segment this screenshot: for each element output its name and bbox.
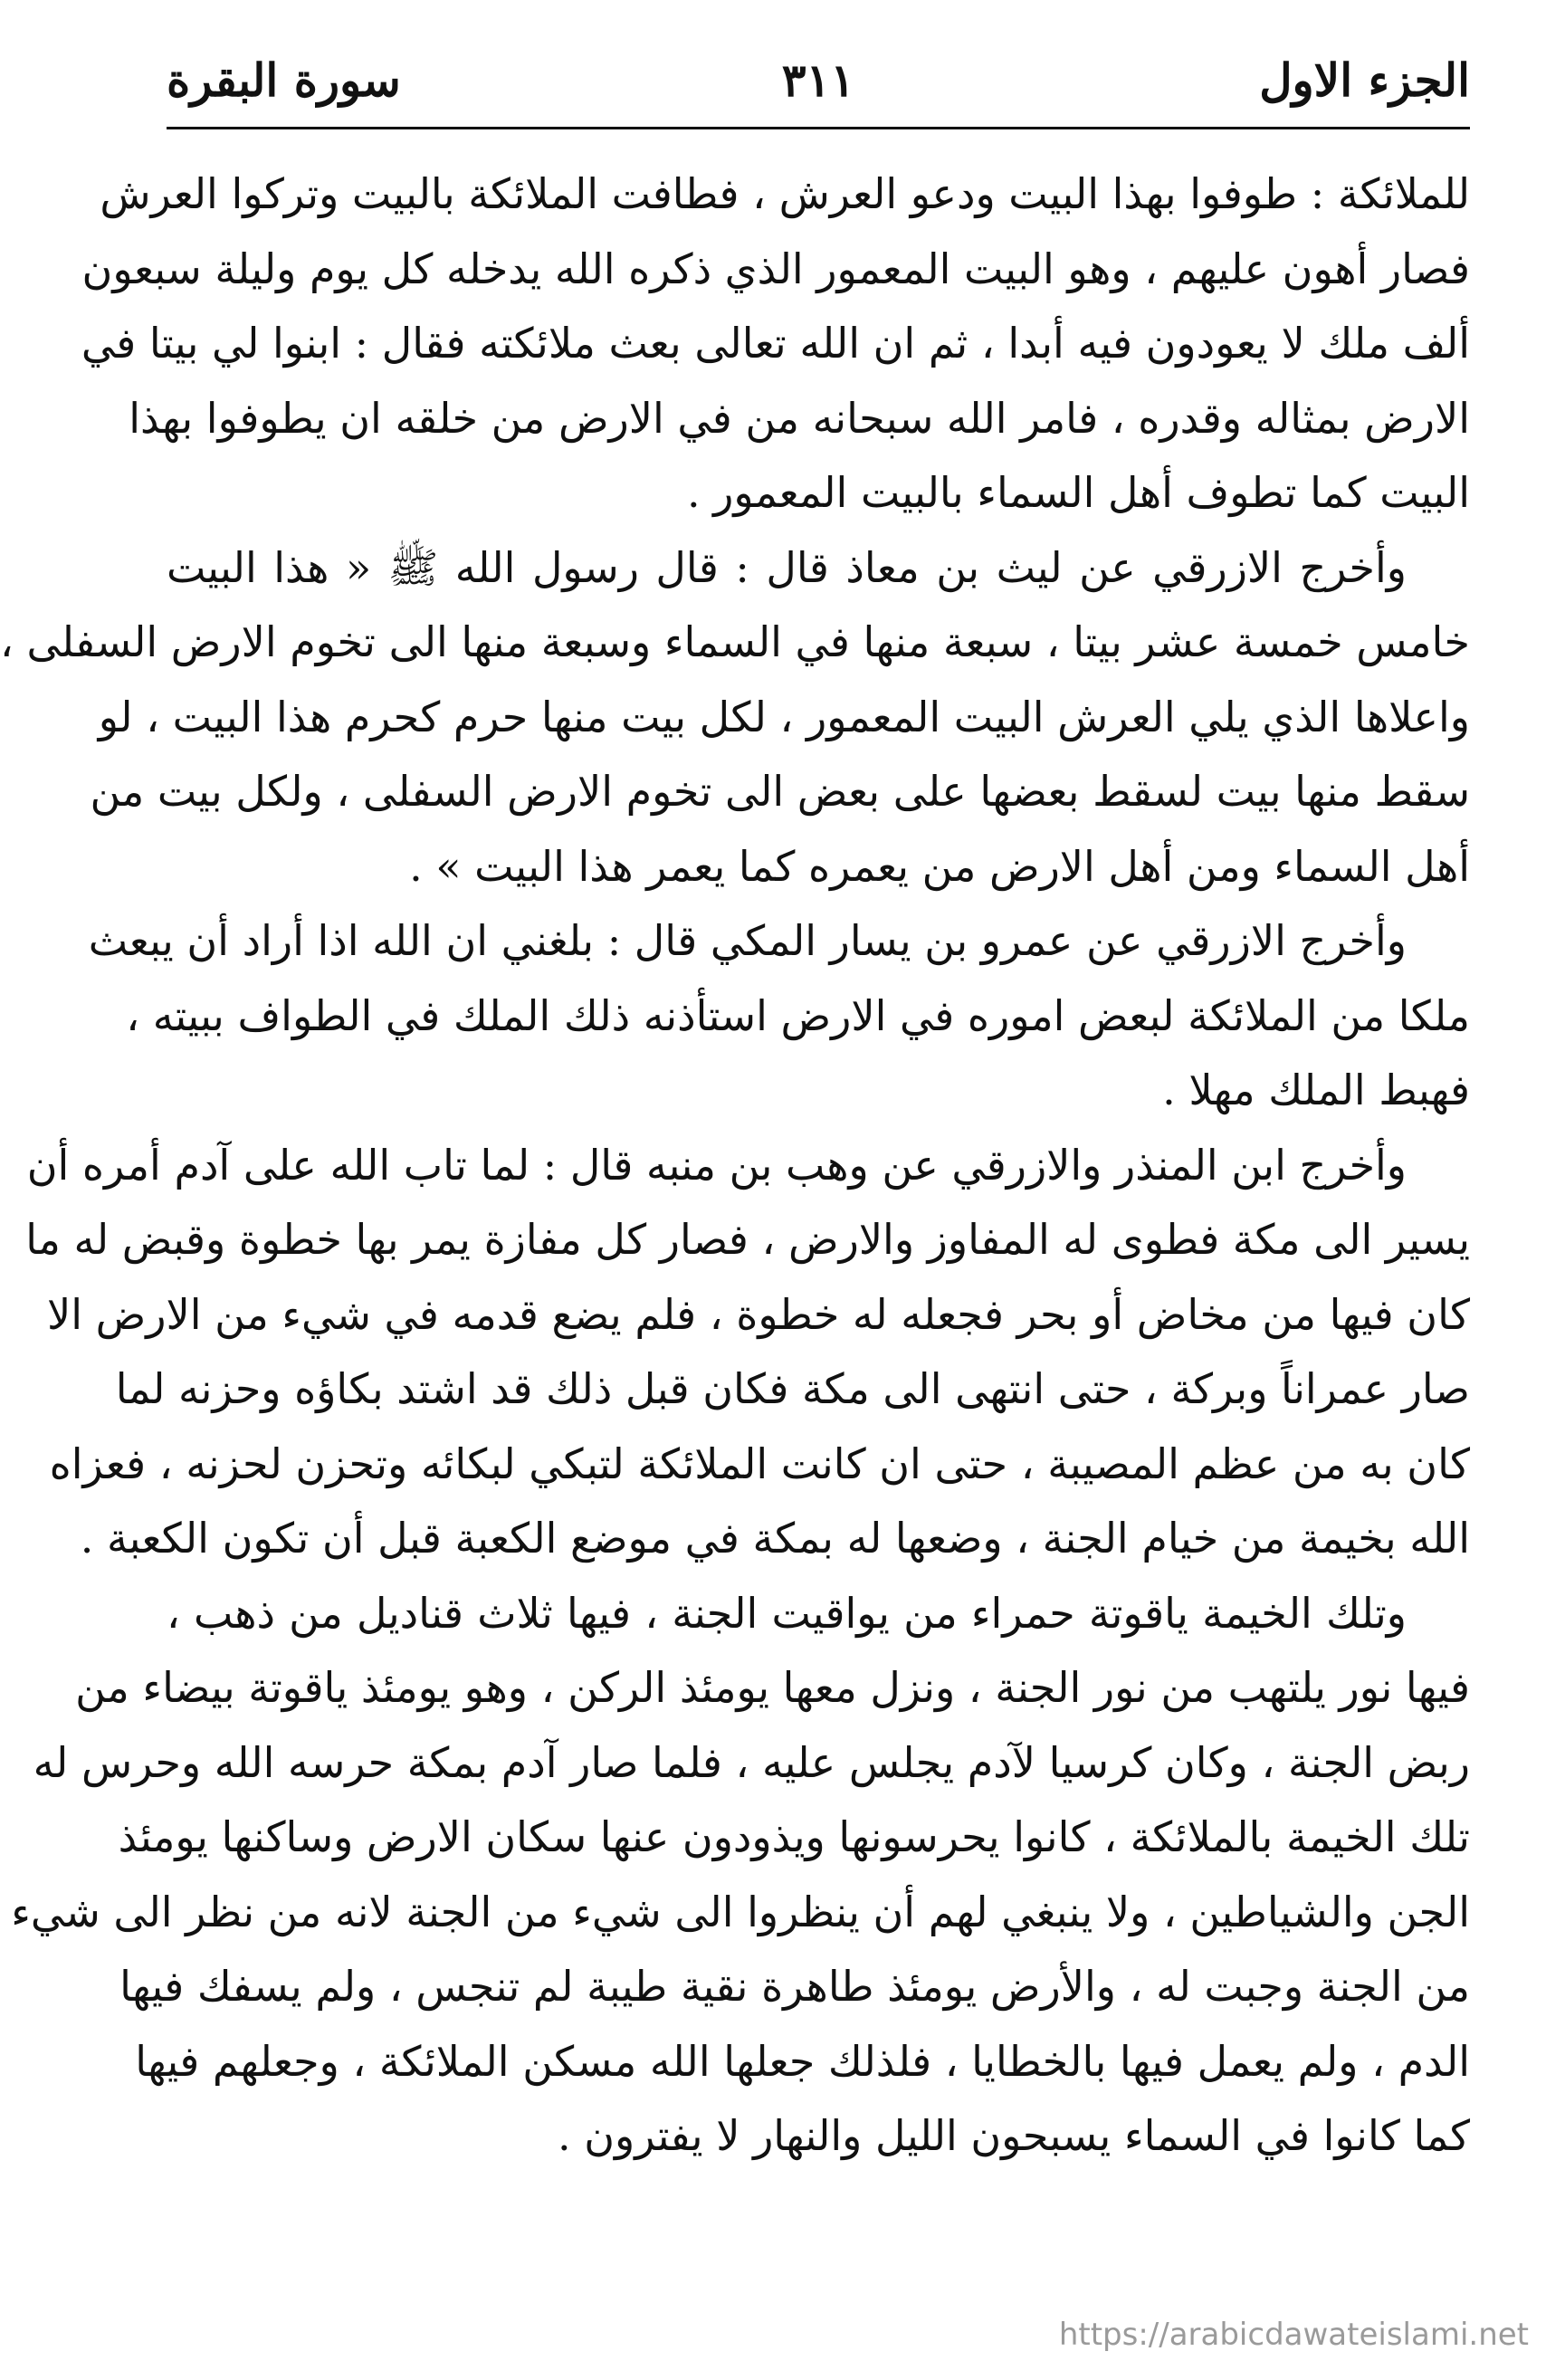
watermark-url[interactable]: https://arabicdawateislami.net	[1058, 2317, 1529, 2353]
text-line: أهل السماء ومن أهل الارض من يعمره كما يعمر هذا البيت » .	[409, 841, 1470, 891]
text-line: وأخرج ابن المنذر والازرقي عن وهب بن منبه قال : لما تاب الله على آدم أمره أن	[26, 1140, 1407, 1190]
page-number: ٣١١	[781, 53, 855, 107]
page-body	[0, 157, 1470, 2174]
text-line: للملائكة : طوفوا بهذا البيت ودعو العرش ، فطافت الملائكة بالبيت وتركوا العرش	[100, 169, 1470, 218]
paragraph	[81, 157, 1470, 530]
juz-title: الجزء الاول	[1259, 53, 1470, 107]
text-line: كان فيها من مخاض أو بحر فجعله له خطوة ، فلم يضع قدمه في شيء من الارض الا	[47, 1289, 1470, 1339]
text-line: ربض الجنة ، وكان كرسيا لآدم يجلس عليه ، فلما صار آدم بمكة حرسه الله وحرس له	[33, 1737, 1470, 1787]
text-line: البيت كما تطوف أهل السماء بالبيت المعمور .	[686, 468, 1470, 517]
text-line: واعلاها الذي يلي العرش البيت المعمور ، لكل بيت منها حرم كحرم هذا البيت ، لو	[98, 692, 1470, 741]
paragraph	[88, 903, 1470, 1128]
text-line: وتلك الخيمة ياقوتة حمراء من يواقيت الجنة ، فيها ثلاث قناديل من ذهب ،	[167, 1588, 1407, 1638]
text-line: الله بخيمة من خيام الجنة ، وضعها له بمكة في موضع الكعبة قبل أن تكون الكعبة .	[80, 1514, 1470, 1563]
book-page	[0, 36, 1470, 2299]
text-line: الدم ، ولم يعمل فيها بالخطايا ، فلذلك جعلها الله مسكن الملائكة ، وجعلهم فيها	[135, 2036, 1470, 2086]
paragraph	[11, 1576, 1470, 2174]
text-line: فصار أهون عليهم ، وهو البيت المعمور الذي ذكره الله يدخله كل يوم وليلة سبعون	[81, 244, 1470, 293]
text-line: الجن والشياطين ، ولا ينبغي لهم أن ينظروا الى شيء من الجنة لانه من نظر الى شيء	[11, 1887, 1470, 1936]
text-line: صار عمراناً وبركة ، حتى انتهى الى مكة فكان قبل ذلك قد اشتد بكاؤه وحزنه لما	[115, 1364, 1470, 1413]
paragraph	[0, 530, 1470, 904]
text-line: فهبط الملك مهلا .	[1162, 1066, 1470, 1114]
text-line: الارض بمثاله وقدره ، فامر الله سبحانه من في الارض من خلقه ان يطوفوا بهذا	[129, 393, 1470, 443]
text-line: من الجنة وجبت له ، والأرض يومئذ طاهرة نقية طيبة لم تنجس ، ولم يسفك فيها	[119, 1962, 1470, 2011]
paragraph	[25, 1128, 1470, 1576]
text-line: كما كانوا في السماء يسبحون الليل والنهار لا يفترون .	[558, 2111, 1470, 2160]
text-line: وأخرج الازرقي عن عمرو بن يسار المكي قال : بلغني ان الله اذا أراد أن يبعث	[88, 916, 1407, 965]
text-line: تلك الخيمة بالملائكة ، كانوا يحرسونها ويذودون عنها سكان الارض وساكنها يومئذ	[118, 1812, 1470, 1861]
text-line: ملكا من الملائكة لبعض اموره في الارض استأذنه ذلك الملك في الطواف ببيته ،	[126, 990, 1470, 1040]
text-line: فيها نور يلتهب من نور الجنة ، ونزل معها يومئذ الركن ، وهو يومئذ ياقوتة بيضاء من	[75, 1663, 1470, 1712]
surah-title: سورة البقرة	[167, 53, 401, 107]
page-header	[167, 36, 1470, 129]
text-line: خامس خمسة عشر بيتا ، سبعة منها في السماء وسبعة منها الى تخوم الارض السفلى ،	[0, 617, 1470, 666]
text-line: كان به من عظم المصيبة ، حتى ان كانت الملائكة لتبكي لبكائه وتحزن لحزنه ، فعزاه	[49, 1439, 1470, 1488]
text-line: وأخرج الازرقي عن ليث بن معاذ قال : قال رسول الله ﷺ « هذا البيت	[167, 542, 1407, 592]
text-line: يسير الى مكة فطوى له المفاوز والارض ، فصار كل مفازة يمر بها خطوة وقبض له ما	[25, 1215, 1470, 1264]
text-line: سقط منها بيت لسقط بعضها على بعض الى تخوم الارض السفلى ، ولكل بيت من	[90, 767, 1470, 816]
text-line: ألف ملك لا يعودون فيه أبدا ، ثم ان الله تعالى بعث ملائكته فقال : ابنوا لي بيتا في	[81, 319, 1470, 368]
